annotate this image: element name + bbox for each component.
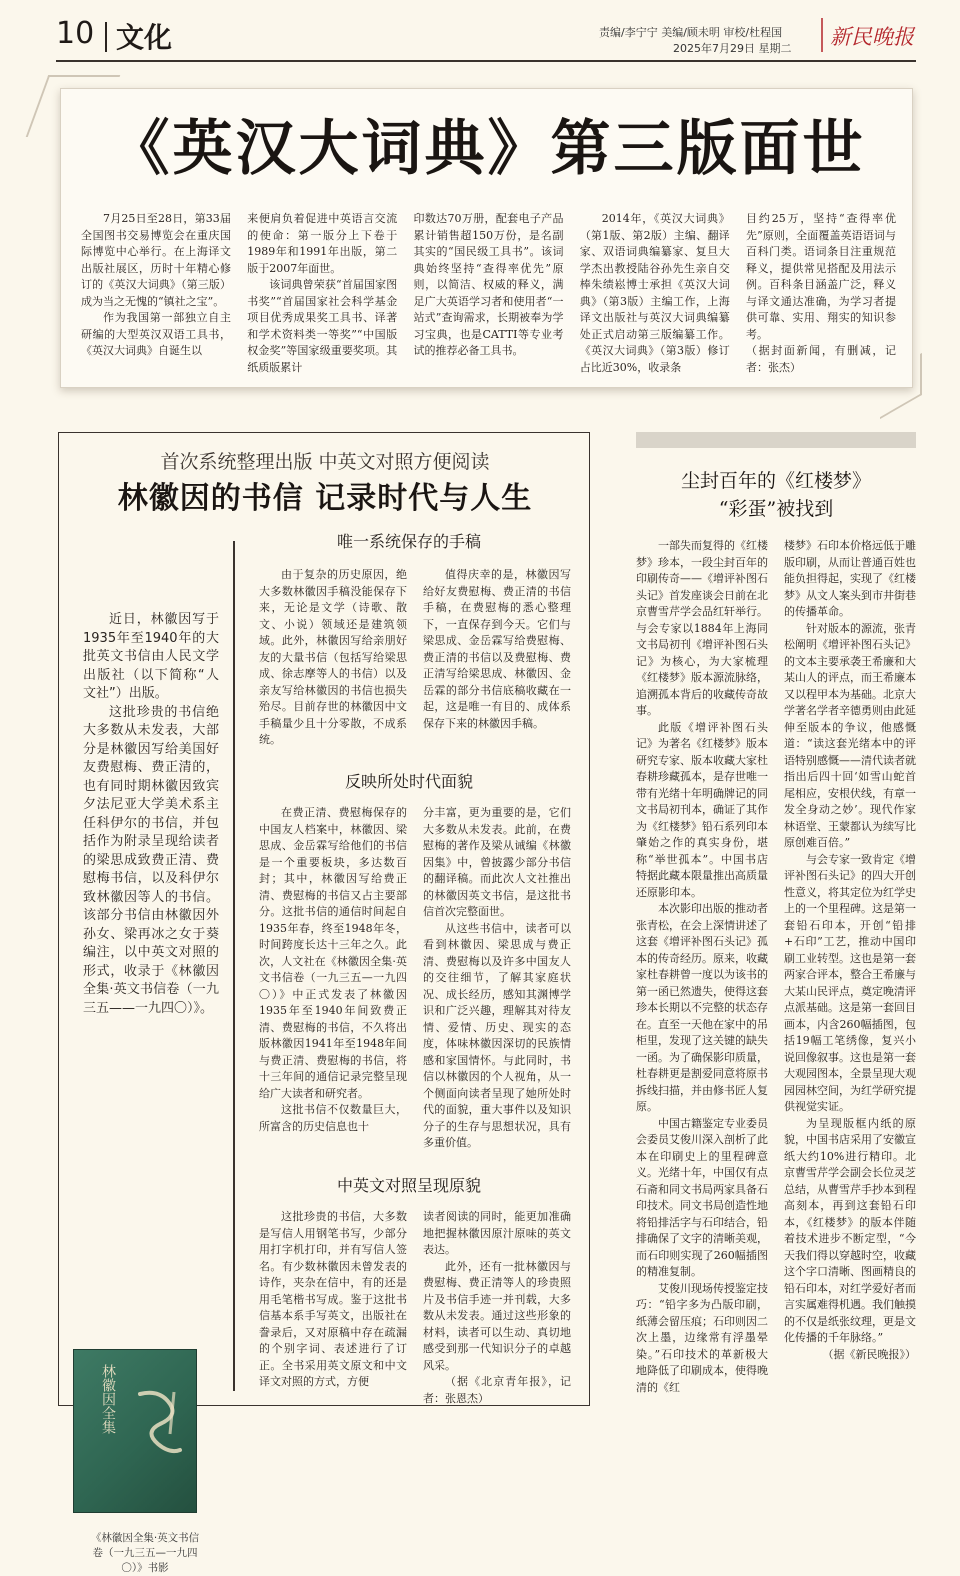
paragraph: 艾俊川现场传授鉴定技巧：“铅字多为凸版印刷，纸薄会留压痕；石印则因二次上墨，边缘常有浮墨晕染。”石印技术的革新极大地降低了印刷成本，使得晚清的《红 [636,1281,768,1394]
header-divider [105,22,107,52]
newspaper-logo [820,14,916,54]
paragraph: 该词典曾荣获“首届国家图书奖”“首届国家社会科学基金项目优秀成果奖工具书、译著和学术资料类一等奖”“中国版权金奖”等国家级重要奖项。其纸质版累计 [247,278,398,374]
editors-line: 责编/李宁宁 美编/顾未明 审校/杜程国 [599,26,783,39]
paragraph: 针对版本的源流，张青松阐明《增评补图石头记》的文本主要承袭王希廉和大某山人的评点，而王希廉本又以程甲本为基础。北京大学著名学者辛德勇则由此延伸至版本的争议，他感慨道：“读这套光绪本中的评语特别感慨——清代读者就指出后四十回‘如雪山蛇首尾相应，安根伏线，有章一发全身动之妙’。现代作家林语堂、王蒙都认为续写比原创难百倍。” [784,621,916,849]
paragraph: 从这些书信中，读者可以看到林徽因、梁思成与费正清、费慰梅以及许多中国友人的交往细节，了解其家庭状况、成长经历，感知其渊博学识和广泛兴趣，理解其对待友情、爱情、历史、现实的态度，体味林徽因深切的民族情感和家国情怀。与此同时，书信以林徽因的个人视角，从一个侧面向读者呈现了她所处时代的面貌，重大事件以及知识分子的生存与思想状况，具有多重价值。 [423,921,571,1149]
paragraph: 此外，还有一批林徽因与费慰梅、费正清等人的珍贵照片及书信手迹一并刊载，大多数从未发表。通过这些形象的材料，读者可以生动、真切地感受到那一代知识分子的卓越风采。 [423,1259,571,1372]
text-column [636,538,768,1394]
paragraph: 这批书信不仅数量巨大，所富含的历史信息也十 [259,1103,407,1133]
header-rule [56,60,916,62]
paragraph: 为呈现版框内纸的原貌，中国书店采用了安徽宣纸大约10%进行精印。北京曹雪芹学会副会长位灵芝总结，从曹雪芹手抄本到程高刻本，再到这套铅石印本，《红楼梦》的版本伴随着技术进步不断定型，“今天我们得以穿越时空，收藏这个字口清晰、图画精良的铅石印本，对红学爱好者而言实属难得机遇。我们触摸的不仅是纸张纹理，更是文化传播的千年脉络。” [784,1116,916,1344]
paragraph: 7月25日至28日，第33届全国图书交易博览会在重庆国际博览中心举行。在上海译文出版社展区，历时十年精心修订的《英汉大词典》（第三版）成为当之无愧的“镇社之宝”。 [81,212,231,308]
paragraph: 在费正清、费慰梅保存的中国友人档案中，林徽因、梁思成、金岳霖写给他们的书信是一个重要板块，多达数百封；其中，林徽因写给费正清、费慰梅的书信又占主要部分。这批书信的通信时间起自1935年春，终至1948年冬，时间跨度长达十三年之久。此次，人文社在《林徽因全集·英文书信卷（一九三五—一九四〇）》中正式发表了林徽因1935年至1940年间致费正清、费慰梅的书信，不久将出版林徽因1941年至1948年间与费正清、费慰梅的书信，将十三年间的通信记录完整呈现给广大读者和研究者。 [259,806,407,1100]
paragraph: 与会专家一致肯定《增评补图石头记》的四大开创性意义，将其定位为红学史上的一个里程碑。这是第一套铅石印本，开创“铅排+石印”工艺，推动中国印刷工业转型。这也是第一套两家合评本，整合王希廉与大某山民评点，奠定晚清评点派基础。这是第一套回目画本，内含260幅插图，包括19幅工笔绣像，复兴小说回像叙事。这也是第一套大观园图本，全景呈现大观园园林空间，为红学研究提供视觉实证。 [784,852,916,1113]
paragraph: 这批珍贵的书信，大多数是写信人用钢笔书写，少部分用打字机打印，并有写信人签名。有少数林徽因未曾发表的诗作，夹杂在信中，有的还是用毛笔楷书写成。鉴于这批书信基本系手写英文，出版社在誊录后，又对原稿中存在疏漏的个别字词、表述进行了订正。全书采用英文原文和中文译文对照的方式，方便 [259,1210,407,1388]
top-article [60,88,913,388]
hongloumeng-title-line2: “彩蛋”被找到 [718,498,834,520]
paragraph: 本次影印出版的推动者张青松，在会上深情讲述了这套《增评补图石头记》孤本的传奇经历。原来，收藏家杜春耕曾一度以为该书的第一函已然遗失，使得这套珍本长期以不完整的状态存在。直至一天他在家中的吊柜里，发现了这关键的缺失一函。为了确保影印质量，杜春耕更是割爱同意将原书拆线扫描，并由修书匠人复原。 [636,902,768,1113]
top-article-column [81,211,231,381]
text-column [259,805,407,1135]
paragraph: 此版《增评补图石头记》为著名《红楼梦》版本研究专家、版本收藏大家杜春耕珍藏孤本，是存世唯一带有光绪十年明确牌记的同文书局初刊本，确证了其作为《红楼梦》铅石系列印本肇始之作的真实身份，堪称“举世孤本”。中国书店特据此藏本限量推出高质量还原影印本。 [636,720,768,899]
publication-date: 2025年7月29日 星期二 [673,42,792,55]
paragraph: 2014年，《英汉大词典》（第1版、第2版）主编、翻译家、双语词典编纂家、复旦大学杰出教授陆谷孙先生亲自交棒朱绩崧博士承担《英汉大词典》（第3版）主编工作，上海译文出版社与英汉大词典编纂处正式启动第三版编纂工作。《英汉大词典》（第3版）修订占比近30%，收录条 [579,212,730,374]
top-article-body [81,211,896,381]
paragraph: 目约25万，坚持“查得率优先”原则，全面覆盖英语语词与百科门类。语词条目注重规范释义，提供常见搭配及用法示例。百科条目涵盖广泛，释义与译文通达准确，为学习者提供可靠、实用、翔实的知识参考。 [746,212,896,341]
book-cover-text: 林徽因全集 [100,1364,116,1434]
top-article-column [414,211,564,381]
calligraphy-image [130,1384,190,1464]
text-column [784,538,916,1384]
top-article-column [580,211,730,381]
column-rule [233,541,235,1391]
text-column [259,1209,407,1389]
paragraph: 中国古籍鉴定专业委员会委员艾俊川深入剖析了此本在印刷史上的里程碑意义。光绪十年，中国仅有点石斋和同文书局两家具备石印技术。同文书局创造性地将铅排活字与石印结合，铅排确保了文字的清晰美观，而石印则实现了260幅插图的精准复制。 [636,1116,768,1278]
hongloumeng-title-line1: 尘封百年的《红楼梦》 [680,470,871,492]
top-article-title: 《英汉大词典》第三版面世 [109,114,866,184]
book-cover-image [73,1349,197,1513]
paragraph: 近日，林徽因写于1935年至1940年的大批英文书信由人民文学出版社（以下简称“人文社”）出版。 [83,612,219,701]
lin-article-title: 林徽因的书信 记录时代与人生 [117,481,533,516]
section-heading: 唯一系统保存的手稿 [337,532,482,551]
page-number: 10 [56,16,95,51]
section-name: 文化 [116,21,173,54]
page-header [56,10,916,58]
section-heading: 中英文对照呈现原貌 [337,1176,482,1195]
paragraph: 印数达70万册，配套电子产品累计销售超150万份，是名副其实的“国民级工具书”。该词典始终坚持“查得率优先”原则，以简洁、权威的释义，满足广大英语学习者和使用者“一站式”查询需求，长期被奉为学习宝典，也是CATTI等专业考试的推荐必备工具书。 [413,212,564,357]
text-column [423,805,571,1149]
article-source: （据《北京青年报》，记者：张恩杰） [423,1375,571,1405]
book-caption: 《林徽因全集·英文书信卷（一九三五—一九四〇）》书影 [90,1532,200,1574]
paragraph: 值得庆幸的是，林徽因写给好友费慰梅、费正清的书信手稿，在费慰梅的悉心整理下，一直保存到今天。它们与梁思成、金岳霖写给费慰梅、费正清的书信以及费慰梅、费正清写给梁思成、林徽因、金岳霖的部分书信底稿收藏在一起，这是唯一有目的、成体系保存下来的林徽因手稿。 [423,568,571,730]
newspaper-logo-text: 新民晚报 [830,25,914,49]
hongloumeng-article-body [636,538,916,1394]
paragraph: 作为我国第一部独立自主研编的大型英汉双语工具书，《英汉大词典》自诞生以 [81,311,231,357]
paragraph: 由于复杂的历史原因，绝大多数林徽因手稿没能保存下来，无论是文学（诗歌、散文、小说）领域还是建筑领域。此外，林徽因写给亲朋好友的大量书信（包括写给梁思成、徐志摩等人的书信）以及亲友写给林徽因的书信也损失殆尽。目前存世的林徽因中文手稿量少且十分零散，不成系统。 [259,568,407,746]
section-body [259,805,571,1149]
lin-article-intro [83,611,219,1018]
paragraph: 来便肩负着促进中英语言交流的使命：第一版分上下卷于1989年和1991年出版，第二版于2007年面世。 [247,212,398,275]
text-column [423,567,571,737]
section-body [259,1209,571,1405]
paragraph: 一部失而复得的《红楼梦》珍本，一段尘封百年的印刷传奇——《增评补图石头记》首发座谈会日前在北京曹雪芹学会品红轩举行。与会专家以1884年上海同文书局初刊《增评补图石头记》为核心，为大家梳理《红楼梦》版本源流脉络，追溯孤本背后的收藏传奇故事。 [636,539,768,717]
text-column [423,1209,571,1405]
section-bar [636,432,916,448]
paragraph: 这批珍贵的书信绝大多数从未发表，大部分是林徽因写给美国好友费慰梅、费正清的，也有同时期林徽因致宾夕法尼亚大学美术系主任科伊尔的书信，并包括作为附录呈现给读者的梁思成致费正清、费慰梅书信，以及科伊尔致林徽因等人的书信。该部分书信由林徽因外孙女、梁再冰之女于葵编注，以中英文对照的形式，收录于《林徽因全集·英文书信卷（一九三五——一九四〇）》。 [83,704,219,1016]
article-source: （据封面新闻，有删减，记者：张杰） [746,344,896,374]
paragraph: 读者阅读的同时，能更加准确地把握林徽因原汁原味的英文表达。 [423,1210,571,1256]
lin-huiyin-article [58,432,590,1574]
lin-article-subtitle: 首次系统整理出版 中英文对照方便阅读 [160,451,490,473]
section-heading: 反映所处时代面貌 [345,772,474,791]
top-article-column [247,211,397,381]
paragraph: 楼梦》石印本价格远低于雕版印刷，从而让普通百姓也能负担得起，实现了《红楼梦》从文人案头到市井街巷的传播革命。 [784,539,916,618]
text-column [259,567,407,746]
paragraph: 分丰富，更为重要的是，它们大多数从未发表。此前，在费慰梅的著作及梁从诫编《林徽因集》中，曾披露少部分书信的翻译稿。而此次人文社推出的林徽因英文书信，是这批书信首次完整面世。 [423,806,571,918]
section-body [259,567,571,746]
article-source: （据《新民晚报》） [822,1347,916,1361]
top-article-column [746,211,896,381]
